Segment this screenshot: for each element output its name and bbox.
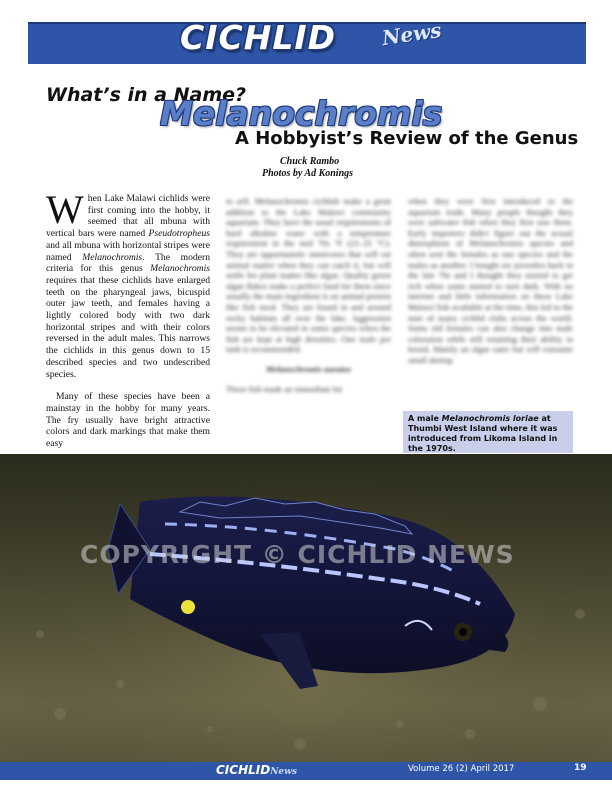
- page-number: 19: [574, 763, 587, 773]
- photo-caption: [403, 411, 573, 453]
- masthead-logo-sub: News: [380, 17, 443, 51]
- article-title: Melanochromis: [160, 94, 443, 133]
- article-kicker: What’s in a Name?: [46, 84, 247, 106]
- intro-text-a: hen Lake Malawi cichlids were first coming into the hobby, it seemed that all mbuna with vertical bars were named: [46, 193, 210, 240]
- article-subtitle: A Hobbyist’s Review of the Genus: [235, 128, 579, 149]
- fish-illustration: [0, 454, 612, 766]
- footer-logo-sub: News: [270, 767, 297, 777]
- paragraph: when they were first introduced to the aquarium trade. Many people thought they were saltwater fish when they first saw them. Early importers didn't figure out the sexual dimorphism of Melanochromis species and often sent the females as one species and the males as another. I bought six juveniles back in the late 70s and I thought they started to get rich when some started to turn dark. With no internet and little information on these Lake Malawi fish available at the time, this led to the start of many cichlid clubs across the world. Some old females can also change into male coloration while still retaining their ability to brood. Mainly an algae eater but will consume small shrimp: [408, 196, 573, 365]
- intro-text-d: requires that these cichlids have enlarged teeth on the pharyngeal jaws, bicuspid outer jaw teeth, and females having a lightly colored body with two dark horizontal stripes and with their colors reversed in the adult males. This narrows the cichlids in this genus down to 15 described species and two undescribed species.: [46, 274, 210, 380]
- copyright-watermark: COPYRIGHT © CICHLID NEWS: [80, 540, 515, 569]
- paragraph: to sell. Melanochromis cichlids make a great addition to the Lake Malawi community aquarium. They have the usual requirements of hard alkaline water with a temperature requirement in the mid 70s °F (21–25 °C). They are opportunistic omnivores that will eat animal matter when they can catch it, but will settle for plant matter like algae. Quality green algae flakes make a perfect food for them since usually the main ingredient is an animal protein like fish meal. They are found in and around rocky habitats all over the lake. Aggression seems to be elevated in some species when the fish are kept at high densities. One male per tank is recommended.: [226, 196, 391, 355]
- genus-name: Pseudotropheus: [148, 228, 210, 240]
- caption-text-b: at Thumbi West Island where it was introduced from Likoma Island in the 1970s.: [408, 414, 558, 453]
- footer-bar: [0, 762, 612, 780]
- paragraph: These fish made an immediate hit: [226, 383, 343, 394]
- genus-name: Melanochromis: [82, 251, 143, 263]
- caption-species: Melanochromis loriae: [441, 414, 539, 423]
- genus-name: Melanochromis: [150, 263, 210, 275]
- footer-logo-text: CICHLID: [216, 763, 271, 777]
- intro-text-c: . The modern criteria for this genus: [46, 251, 210, 275]
- caption-text-a: A male: [408, 414, 442, 423]
- paragraph-second: Many of these species have been a mainstay in the hobby for many years. The fry usually have bright attractive colors and dark markings that make them easy: [46, 391, 210, 450]
- drop-cap: W: [46, 187, 84, 232]
- fish-photo: [0, 454, 612, 766]
- paragraph-intro: [46, 187, 210, 380]
- article-column-3-blurred: [408, 196, 573, 375]
- footer-logo: [216, 763, 297, 777]
- intro-text-b: and all mbuna with horizontal stripes were named: [46, 239, 210, 263]
- article-column-2-blurred: [226, 196, 391, 403]
- author-byline: Chuck Rambo: [280, 156, 340, 167]
- issue-info: Volume 26 (2) April 2017: [408, 764, 515, 774]
- photo-credit: Photos by Ad Konings: [262, 168, 354, 179]
- article-column-1: [46, 187, 210, 461]
- section-heading: Melanochromis auratus: [265, 363, 352, 374]
- masthead-logo: CICHLID: [180, 18, 337, 57]
